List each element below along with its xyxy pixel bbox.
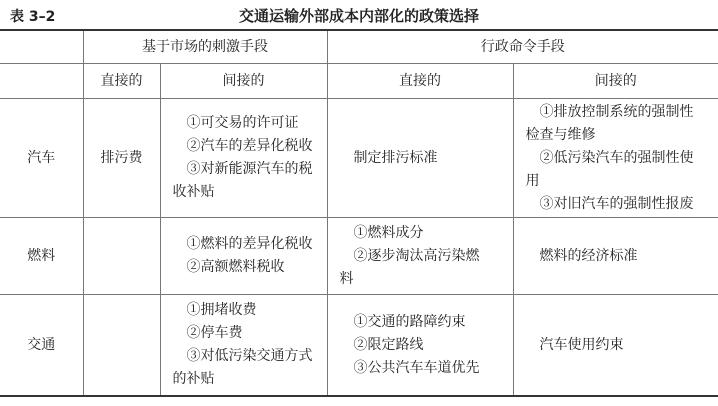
cell-line: ②汽车的差异化税收 <box>186 138 313 154</box>
cell-line: ②逐步淘汰高污染燃 <box>353 247 480 264</box>
market-direct-cell: 排污费 <box>83 99 160 218</box>
table-row <box>0 295 718 397</box>
header-corner-sub <box>0 64 83 99</box>
row-label: 燃料 <box>0 218 83 295</box>
cell-line: 料 <box>339 270 354 287</box>
market-indirect-cell <box>160 295 327 397</box>
admin-indirect-cell <box>513 99 718 218</box>
admin-direct-cell <box>327 99 513 218</box>
header-market-direct: 直接的 <box>83 64 160 99</box>
cell-line: 燃料的经济标准 <box>539 247 638 264</box>
cell-line: 收补贴 <box>172 184 215 200</box>
cell-line: ①可交易的许可证 <box>186 115 299 131</box>
cell-line: ③公共汽车车道优先 <box>353 359 480 376</box>
admin-indirect-cell <box>513 295 718 397</box>
cell-line: ①拥堵收费 <box>186 302 257 318</box>
admin-direct-cell <box>327 218 513 295</box>
header-corner <box>0 30 83 64</box>
table-row <box>0 99 718 218</box>
market-indirect-cell <box>160 99 327 218</box>
cell-line: ②低污染汽车的强制性使 <box>539 149 694 166</box>
table-title: 交通运输外部成本内部化的政策选择 <box>238 7 479 25</box>
policy-table <box>0 29 718 397</box>
cell-line: ①交通的路障约束 <box>353 313 466 330</box>
row-label: 汽车 <box>0 99 83 218</box>
admin-indirect-cell <box>513 218 718 295</box>
cell-line: ③对新能源汽车的税 <box>186 161 313 177</box>
header-admin-direct: 直接的 <box>327 64 513 99</box>
cell-line: ②限定路线 <box>353 336 424 353</box>
cell-line: 的补贴 <box>172 371 215 387</box>
cell-line: 汽车使用约束 <box>539 336 624 353</box>
table-caption <box>0 4 718 26</box>
cell-line: 检查与维修 <box>525 126 596 143</box>
cell-line: ②高额燃料税收 <box>186 259 285 275</box>
cell-line: 制定排污标准 <box>353 149 438 166</box>
cell-line: ①燃料成分 <box>353 224 424 241</box>
admin-direct-cell <box>327 295 513 397</box>
header-admin-indirect: 间接的 <box>513 64 718 99</box>
table-row <box>0 218 718 295</box>
header-row-sub <box>0 64 718 99</box>
header-admin-group: 行政命令手段 <box>327 30 718 64</box>
cell-line: 用 <box>525 172 540 189</box>
cell-line: ③对低污染交通方式 <box>186 348 313 364</box>
market-direct-cell <box>83 295 160 397</box>
cell-line: ③对旧汽车的强制性报废 <box>539 195 694 212</box>
market-direct-cell <box>83 218 160 295</box>
table-number: 表 3–2 <box>10 9 56 25</box>
market-indirect-cell <box>160 218 327 295</box>
cell-line: ①燃料的差异化税收 <box>186 236 313 252</box>
cell-line: ②停车费 <box>186 325 243 341</box>
cell-line: ①排放控制系统的强制性 <box>539 103 694 120</box>
header-row-groups <box>0 30 718 64</box>
row-label: 交通 <box>0 295 83 397</box>
header-market-indirect: 间接的 <box>160 64 327 99</box>
header-market-group: 基于市场的刺激手段 <box>83 30 327 64</box>
